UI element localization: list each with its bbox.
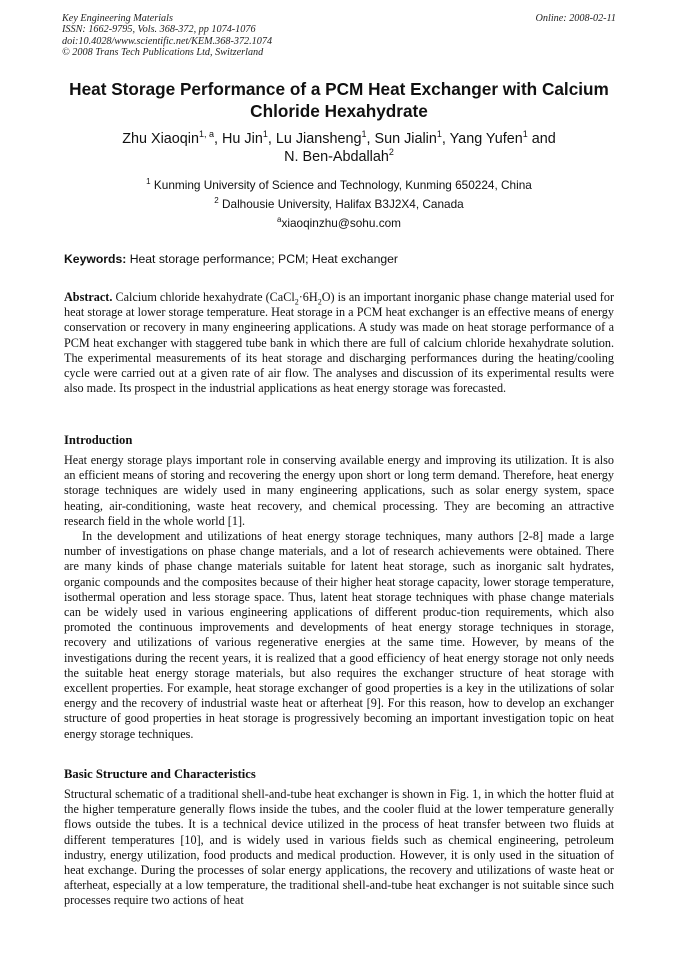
title-line-2: Chloride Hexahydrate — [250, 100, 428, 121]
keywords-text: Heat storage performance; PCM; Heat exchanger — [129, 252, 398, 266]
affiliation-1 — [40, 178, 638, 192]
abstract — [64, 290, 614, 396]
author-affil-mark: 1 — [436, 129, 442, 140]
doi-line: doi:10.4028/www.scientific.net/KEM.368-372.1074 — [62, 35, 273, 47]
affiliation-mark: 2 — [214, 196, 219, 206]
paper-title — [40, 79, 638, 122]
author-list — [40, 130, 638, 166]
author-affil-mark: 1 — [262, 129, 268, 140]
keywords — [64, 252, 620, 266]
basic-paragraph-1: Structural schematic of a traditional shell-and-tube heat exchanger is shown in Fig. 1, in which the hotter fluid at the higher temperature generally flows inside the tubes, and the cooler fluid at the lower temperature generally flows outside the tubes. It is a technical device utilized in the process of heat transfer between two fluids at different temperatures [10], and is widely used in various fields such as chemical engineering, petroleum industry, energy utilization, food products and medical production. However, it is only used in the situation of heat exchange. During the processes of solar energy applications, the recovery and utilizations of waste heat or afterheat, especially at a low temperature, the traditional shell-and-tube heat exchanger is not suitable since such processes require two actions of heat — [64, 787, 614, 908]
author-name: Zhu Xiaoqin — [122, 131, 200, 147]
basic-structure-heading: Basic Structure and Characteristics — [64, 767, 256, 781]
basic-structure-body — [64, 787, 614, 909]
affiliation-text: Dalhousie University, Halifax B3J2X4, Canada — [221, 197, 464, 211]
abstract-label: Abstract. — [64, 290, 113, 304]
journal-name: Key Engineering Materials — [62, 13, 173, 24]
abstract-paragraph — [64, 290, 614, 396]
author-affil-mark: 1 — [522, 129, 528, 140]
keywords-label: Keywords: — [64, 252, 127, 266]
author-affil-mark: 1 — [361, 129, 367, 140]
affiliation-2 — [40, 197, 638, 211]
intro-paragraph-1: Heat energy storage plays important role in conserving available energy and improving its utilization. It is also an efficient means of storing and recovering the energy upon short or long term demand. Therefore, heat energy storage techniques are widely used in many engineering applications, such as solar energy system, space heating, air-conditioning, waste heat recovery, and chemical processing. They are becoming an attractive research field in the whole world [1]. — [64, 453, 614, 528]
abstract-text-start: Calcium chloride hexahydrate (CaCl — [115, 290, 295, 304]
journal-header — [62, 13, 616, 59]
author-name: Yang Yufen — [449, 131, 523, 147]
author-affil-mark: 2 — [388, 147, 394, 158]
introduction-body — [64, 453, 614, 742]
author-name: N. Ben-Abdallah — [284, 149, 389, 165]
author-line-1: Zhu Xiaoqin$^{1, a}$, Hu Jin$^1$, Lu Jiansheng$^1$, Sun Jialin$^1$, Yang Yufen$^1$ and — [122, 129, 556, 147]
author-email — [40, 216, 638, 230]
author-affil-mark: 1, a — [199, 129, 215, 140]
author-name: Hu Jin — [222, 131, 263, 147]
email-mark: a — [277, 215, 282, 225]
affiliation-mark: 1 — [146, 177, 151, 187]
issn-line: ISSN: 1662-9795, Vols. 368-372, pp 1074-1076 — [62, 24, 256, 36]
subscript: 2 — [294, 297, 299, 307]
subscript: 2 — [317, 297, 322, 307]
author-name: Lu Jiansheng — [275, 131, 362, 147]
intro-paragraph-2: In the development and utilizations of heat energy storage techniques, many authors [2-8] made a large number of investigations on phase change materials, and a lot of research achievements were obtained. There are many kinds of phase change materials suitable for latent heat storage, such as inorganic salt hydrates, organic compounds and the composites because of their higher heat storage capacity, lower storage temperature, isothermal operation and less storage space. Thus, latent heat storage techniques with phase change materials can be widely used in various engineering applications of different produc-tion requirements, which also promoted the continuous improvements and developments of heat energy storage techniques in storage, recovery and utilizations of various regenerative energies at the same time. However, by means of the investigations during the recent years, it is realized that a good efficiency of heat energy storage not only needs the suitable heat energy storage materials, but also requires the exchanger structure of heat storage with excellent properties. For example, heat storage exchanger of good properties is a key in the utilizations of solar energy and the recovery of industrial waste heat or afterheat [9]. For this reason, how to develop an exchanger structure of good properties in heat storage is progressively becoming an important investigation topic on heat energy storage techniques. — [64, 529, 614, 741]
abstract-text-end: O) is an important inorganic phase change material used for heat storage at lower storage temperature. Heat storage in a PCM heat exchanger is an effective means of energy conservation or recovery in many engineering applications. A study was made on heat storage performance of a PCM heat exchanger with staggered tube bank in which there are full of calcium chloride hexahydrate solution. The experimental measurements of its heat storage and discharging performances during the heating/cooling cycle were carried out at a given rate of air flow. The analyses and discussion of its experimental results were also made. Its prospect in the industrial applications as heat energy storage was forecasted. — [64, 290, 615, 396]
author-line-2 — [40, 148, 638, 166]
online-date: Online: 2008-02-11 — [535, 13, 616, 24]
author-name: Sun Jialin — [374, 131, 437, 147]
email-address[interactable]: xiaoqinzhu@sohu.com — [281, 216, 401, 230]
affiliation-text: Kunming University of Science and Technology, Kunming 650224, China — [153, 178, 532, 192]
copyright-line: © 2008 Trans Tech Publications Ltd, Switzerland — [62, 47, 264, 59]
title-line-1: Heat Storage Performance of a PCM Heat Exchanger with Calcium — [69, 79, 609, 99]
introduction-heading: Introduction — [64, 433, 133, 447]
abstract-formula-mid: ·6H — [298, 290, 318, 304]
author-conjunction: and — [527, 131, 556, 147]
